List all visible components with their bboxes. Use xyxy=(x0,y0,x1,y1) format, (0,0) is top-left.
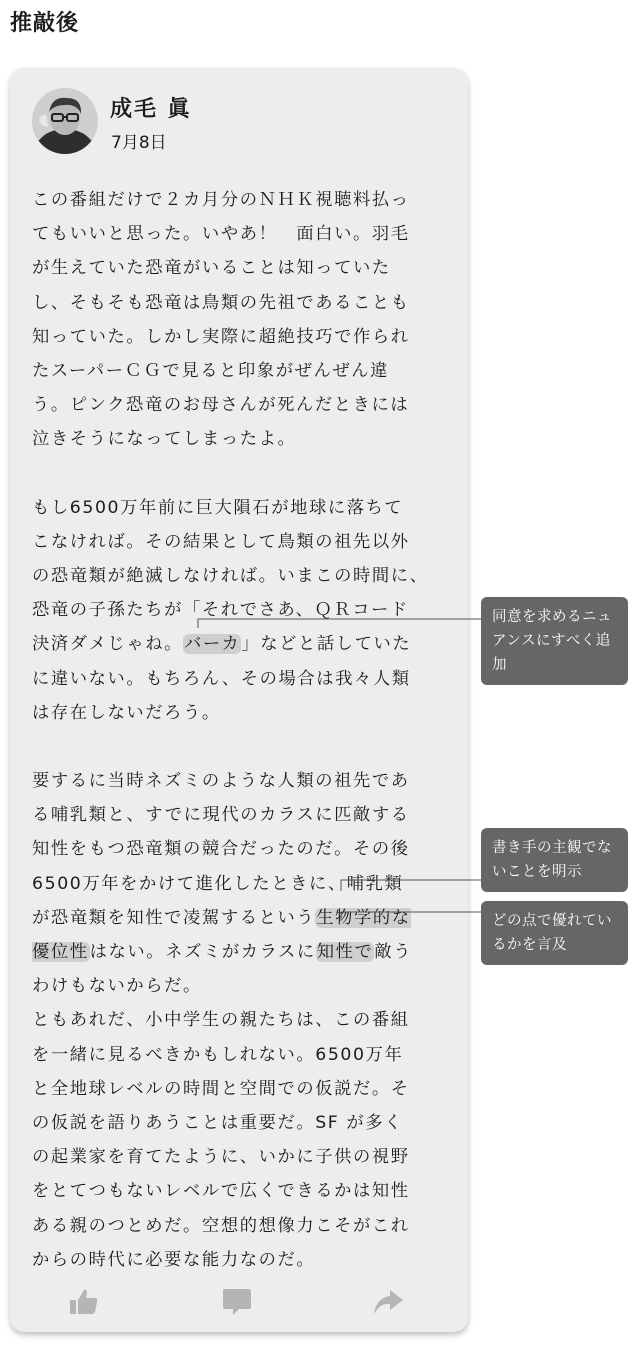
post-body xyxy=(32,183,462,1277)
page-title: 推敲後 xyxy=(10,11,80,36)
annotation-note-3: どの点で優れているかを言及 xyxy=(481,901,628,965)
annotation-note-2: 書き手の主観でないことを明示 xyxy=(481,828,628,892)
post-date[interactable]: 7月8日 xyxy=(111,133,167,153)
share-arrow-icon xyxy=(372,1286,404,1318)
paragraph-3-text-after: 敵う わけもないからだ。 xyxy=(32,942,413,997)
avatar[interactable] xyxy=(32,88,98,154)
paragraph-2-text-before: もし6500万年前に巨大隕石が地球に落ちて こなければ。その結果として鳥類の祖先以外 の恐竜類が絶滅しなければ。いまこの時間に、 恐竜の子孫たちが「それでさあ、ＱＲコード 決済ダメじゃね。 xyxy=(32,497,429,655)
highlight-added-phrase: バーカ xyxy=(184,634,241,655)
annotation-note-1: 同意を求めるニュアンスにすべく追加 xyxy=(481,597,628,685)
author-name[interactable]: 成毛 眞 xyxy=(110,97,192,122)
paragraph-2 xyxy=(32,491,462,730)
paragraph-1: この番組だけで２カ月分のＮＨＫ視聴料払っ てもいいと思った。いやあ！ 面白い。羽毛 が生えていた恐竜がいることは知っていた し、そもそも恐竜は鳥類の先祖であることも 知っていた。しかし実際に超絶技巧で作られ たスーパーＣＧで見ると印象がぜんぜん違 う。ピンク恐竜のお母さんが死んだときには 泣きそうになってしまったよ。 xyxy=(32,190,410,450)
highlight-specifics-phrase: 知性で xyxy=(316,942,374,963)
share-button[interactable] xyxy=(372,1286,404,1318)
paragraph-3-text-before: 要するに当時ネズミのような人類の祖先であ る哺乳類と、すでに現代のカラスに匹敵する 知性をもつ恐竜類の競合だったのだ。その後 6500万年をかけて進化したときに、哺乳類 が恐竜類を知性で凌駕するという xyxy=(32,771,410,928)
highlight-objectivity-phrase: 生物学的な 優位性 xyxy=(32,907,411,963)
paragraph-3 xyxy=(32,764,462,1003)
paragraph-2-text-after: 」などと話していた に違いない。もちろん、その場合は我々人類 は存在しないだろう。 xyxy=(32,634,412,723)
speech-bubble-icon xyxy=(221,1286,253,1318)
thumbs-up-icon xyxy=(68,1286,100,1318)
avatar-portrait-icon xyxy=(32,88,98,154)
comment-button[interactable] xyxy=(221,1286,253,1318)
paragraph-3-text-middle: はない。ネズミがカラスに xyxy=(89,942,316,963)
paragraph-4: ともあれだ、小中学生の親たちは、この番組 を一緒に見るべきかもしれない。6500万年 と全地球レベルの時間と空間での仮説だ。そ の仮説を語りあうことは重要だ。SF が多く の起業家を育てたように、いかに子供の視野 をとてつもないレベルで広くできるかは知性 ある親のつとめだ。空想的想像力こそがこれ からの時代に必要な能力なのだ。 xyxy=(32,1010,410,1270)
post-card xyxy=(10,68,468,1332)
like-button[interactable] xyxy=(68,1286,100,1318)
